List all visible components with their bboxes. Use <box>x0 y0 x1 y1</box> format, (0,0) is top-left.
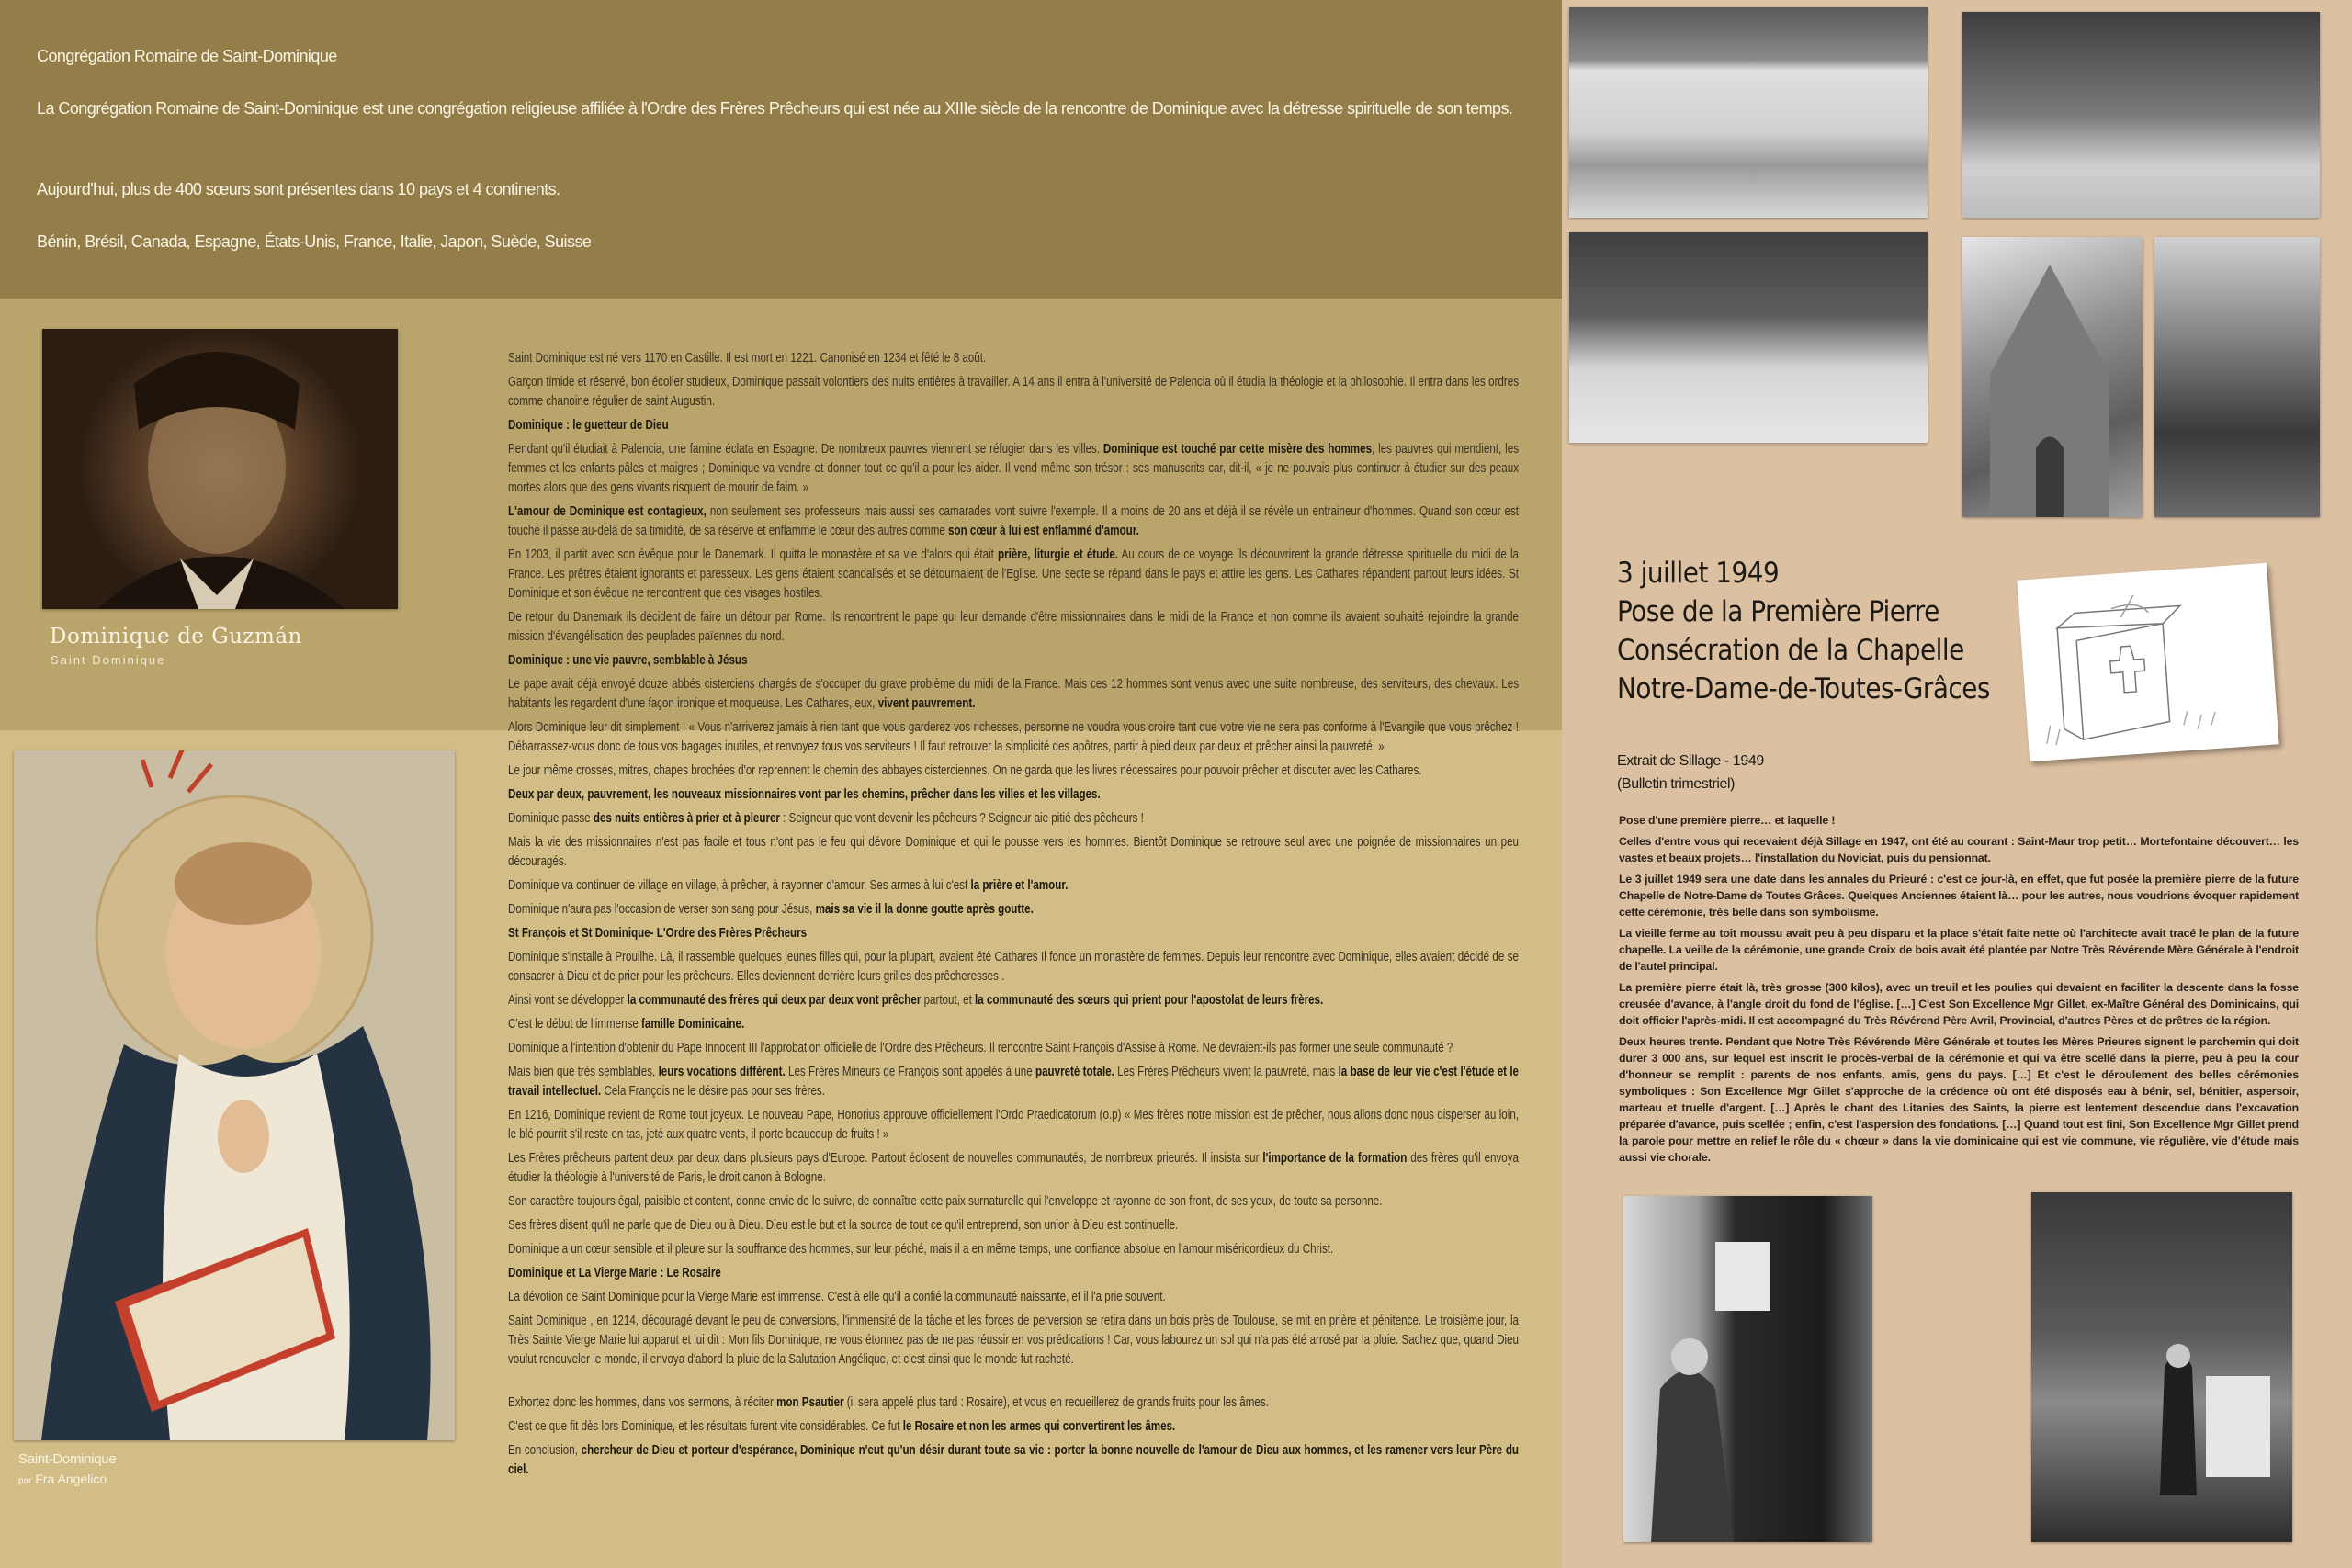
painting-artist: Fra Angelico <box>35 1472 107 1486</box>
text-segment: Dominique a un cœur sensible et il pleure sur la souffrance des hommes, sur leur péché, mais il a en même temps, une confiance absolue en l'amour miséricordieux du Christ. <box>508 1242 1334 1257</box>
text-segment: St François et St Dominique- L'Ordre des Frères Prêcheurs <box>508 926 808 941</box>
emphasis-text: la communauté des frères qui deux par deux vont prêcher <box>627 993 922 1008</box>
biography-paragraph <box>508 991 1519 1010</box>
biography-paragraph <box>508 1312 1519 1370</box>
text-segment: Garçon timide et réservé, bon écolier studieux, Dominique passait volontiers des nuits entières à travailler. A 14 ans il entra à l'université de Palencia où il étudia la théologie et la philosophie. Il entra dans les ordres comme chanoine régulier de saint Augustin. <box>508 375 1519 409</box>
text-segment: La dévotion de Saint Dominique pour la Vierge Marie est immense. C'est à elle qu'il a confié la communauté naissante, et il l'a prie souvent. <box>508 1290 1166 1304</box>
text-segment: Dominique et La Vierge Marie : Le Rosaire <box>508 1266 721 1280</box>
congregation-title: Congrégation Romaine de Saint-Dominique <box>37 47 337 65</box>
section-heading <box>508 416 1519 435</box>
text-segment: Dominique : le guetteur de Dieu <box>508 418 669 433</box>
emphasis-text: vivent pauvrement. <box>877 696 976 711</box>
congregation-intro: La Congrégation Romaine de Saint-Dominique est une congrégation religieuse affiliée à l'Ordre des Frères Prêcheurs qui est née au XIIIe siècle de la rencontre de Dominique avec la détresse spirituelle de son temps. <box>37 99 1513 118</box>
biography-paragraph <box>508 1192 1519 1212</box>
section-heading <box>508 651 1519 671</box>
emphasis-text: des nuits entières à prier et à pleurer <box>593 811 780 826</box>
event-title-line: Notre-Dame-de-Toutes-Grâces <box>1617 672 1990 705</box>
biography-paragraph <box>508 349 1519 368</box>
header-band <box>0 0 1562 299</box>
text-segment: Exhortez donc les hommes, dans vos sermons, à réciter <box>508 1395 777 1410</box>
first-stone-sketch <box>2017 563 2278 761</box>
text-segment: Ses frères disent qu'il ne parle que de Dieu ou à Dieu. Dieu est le but et la source de tout ce qu'il entreprend, son union à Dieu est continuelle. <box>508 1218 1179 1233</box>
text-segment: C'est le début de l'immense <box>508 1017 641 1032</box>
painting-attribution <box>18 1472 107 1486</box>
biography-paragraph <box>508 440 1519 498</box>
extract-paragraph: La première pierre était là, très grosse (300 kilos), avec un treuil et les poulies qui devaient en faciliter la descente dans la fosse creusée d'avance, à l'angle droit du fond de l'église. […] C'est Son Excellence Mgr Gillet, ex-Maître Général des Dominicains, qui doit officier l'après-midi. Il est accompagné du Très Révérend Père Avril, Provincial, d'autres Pères et de prêtres de la région. <box>1619 981 2299 1027</box>
text-segment: Mais bien que très semblables, <box>508 1065 659 1079</box>
text-segment: Dominique a l'intention d'obtenir du Pape Innocent III l'approbation officielle de l'Ordre des Prêcheurs. Il rencontre Saint François d'Assise à Rome. Ne devraient-ils pas former une seule communauté ? <box>508 1041 1453 1055</box>
congregation-presence: Aujourd'hui, plus de 400 sœurs sont présentes dans 10 pays et 4 continents. <box>37 180 560 198</box>
biography-paragraph <box>508 1393 1519 1413</box>
emphasis-text: la prière et l'amour. <box>970 878 1069 893</box>
text-segment: Son caractère toujours égal, paisible et content, donne envie de le suivre, de connaître cette paix surnaturelle qui l'enveloppe et rayonne de son front, de ses yeux, de toute sa personne. <box>508 1194 1383 1209</box>
event-title <box>1617 554 1990 708</box>
photo-chapel <box>1962 237 2143 517</box>
section-heading <box>508 924 1519 943</box>
biography-paragraph <box>508 1441 1519 1480</box>
text-segment: (il sera appelé plus tard : Rosaire), et vous en recueillerez de grands fruits pour les âmes. <box>843 1395 1269 1410</box>
emphasis-text: le Rosaire et non les armes qui convertirent les âmes. <box>902 1419 1176 1434</box>
biography-paragraph <box>508 718 1519 757</box>
text-segment: Alors Dominique leur dit simplement : « Vous n'arriverez jamais à rien tant que vous garderez vos richesses, personne ne voudra vous croire tant que votre vie ne sera pas conforme à l'Evangile que vous prêchez ! Débarrassez-vous donc de tous vos bagages inutiles, et renvoyez tous vos serviteurs ! Il faut retrouver la simplicité des apôtres, partir à pied deux par deux et prêcher ainsi la pauvreté. » <box>508 720 1519 754</box>
text-segment: Le pape avait déjà envoyé douze abbés cisterciens chargés de s'occuper du grave problème du midi de la France. Mais ces 12 hommes sont venus avec une suite nombreuse, des serviteurs, des chevaux. Les habitants les regardent d'une façon ironique et moqueuse. Les Cathares, eux, <box>508 677 1519 711</box>
emphasis-text: la communauté des sœurs qui prient pour l'apostolat de leurs frères. <box>975 993 1324 1008</box>
biography-paragraph <box>508 675 1519 714</box>
text-segment: partout, et <box>921 993 976 1008</box>
text-segment: Mais la vie des missionnaires n'est pas facile et tous n'ont pas le feu qui dévore Dominique et qui le pousse vers les hommes. Bientôt Dominique se retrouve seul avec une poignée de missionnaires un peu découragés. <box>508 835 1519 869</box>
text-segment: Dominique : une vie pauvre, semblable à Jésus <box>508 653 748 668</box>
emphasis-text: mais sa vie il la donne goutte après goutte. <box>815 902 1034 917</box>
text-segment: Les Frères Mineurs de François sont appelés à une <box>785 1065 1036 1079</box>
text-segment: Dominique s'installe à Prouilhe. Là, il rassemble quelques jeunes filles qui, pour la plupart, avaient été Cathares Il fonde un monastère de femmes. Depuis leur rencontre avec Dominique, elles avaient décidé de se consacrer à Dieu et de prier pour les prêcheurs. Elles deviennent derrière leurs grilles des prêcheresses . <box>508 950 1519 984</box>
text-segment: Deux par deux, pauvrement, les nouveaux missionnaires vont par les chemins, prêcher dans les villes et les villages. <box>508 787 1101 802</box>
emphasis-text: son cœur à lui est enflammé d'amour. <box>948 524 1139 538</box>
extract-paragraph: Celles d'entre vous qui recevaient déjà Sillage en 1947, ont été au courant : Saint-Maur trop petit… Mortefontaine découvert… les vastes et beaux projets… l'installation du Noviciat, puis du pensionnat. <box>1619 835 2299 864</box>
emphasis-text: chercheur de Dieu et porteur d'espérance, Dominique n'eut qu'un désir durant toute sa vie : porter la bonne nouvelle de l'amour de Dieu aux hommes, et les ramener vers leur Père du ciel. <box>508 1443 1519 1477</box>
biography-paragraph <box>508 1063 1519 1101</box>
text-segment: Cela François ne le désire pas pour ses frères. <box>601 1084 825 1099</box>
biography-paragraph <box>508 761 1519 781</box>
text-segment: En 1203, il partit avec son évêque pour le Danemark. Il quitta le monastère et sa vie d'alors qui était <box>508 547 999 562</box>
emphasis-text: leurs vocations diffèrent. <box>658 1065 786 1079</box>
source-reference <box>1617 750 1764 795</box>
biography-paragraph <box>508 1288 1519 1307</box>
text-segment: : Seigneur que vont devenir les pêcheurs ? Seigneur aie pitié des pêcheurs ! <box>779 811 1144 826</box>
photo-outdoor-ceremony <box>1569 232 1928 443</box>
biography-paragraph <box>508 833 1519 872</box>
biography-paragraph <box>508 502 1519 541</box>
text-segment: Saint Dominique , en 1214, découragé devant le peu de conversions, l'immensité de la tâche et les forces de perversion se retira dans un bois près de Toulouse, se mit en prière et pénitence. Le troisième jour, la Très Sainte Vierge Marie lui apparut et lui dit : Mon fils Dominique, ne vous étonnez pas de ne pas réussir en vos prédications ! Car, vous labourez un sol qui n'a pas été arrosé par la pluie. Sachez que, quand Dieu voulut renouveler le monde, il envoya d'abord la pluie de la Salutation Angélique, et c'est ainsi que le monde fut racheté. <box>508 1314 1519 1367</box>
text-segment: Dominique passe <box>508 811 594 826</box>
extract-paragraph: Deux heures trente. Pendant que Notre Très Révérende Mère Générale et toutes les Mères Prieures signent le parchemin qui doit durer 3 000 ans, sur lequel est inscrit le procès-verbal de la cérémonie et qui va être scellé dans la pierre, peu à peu la cour d'honneur se remplit : parents de nos enfants, amis, gens du pays. […] Et c'est le déroulement des belles cérémonies symboliques : Son Excellence Mgr Gillet s'approche de la crédence où ont été disposés eau à bénir, sel, bénitier, aspersoir, marteau et truelle d'argent. […] Après le chant des Litanies des Saints, la pierre est lentement descendue dans l'excavation préparée d'avance, puis scellée ; enfin, c'est l'aspersion des fondations. […] Quand tout est fini, Son Excellence Mgr Gillet prend la parole pour mettre en relief le rôle du « chœur » dans la vie dominicaine qui est vie commune, vie régulière, vie d'étude mais aussi vie chorale. <box>1619 1035 2299 1164</box>
biography-paragraph <box>508 1216 1519 1235</box>
biography-paragraph <box>508 1149 1519 1188</box>
text-segment: Le jour même crosses, mitres, chapes brochées d'or reprennent le chemin des abbayes cisterciennes. On ne garda que les livres nécessaires pour pouvoir prêcher et discuter avec les Cathares. <box>508 763 1422 778</box>
emphasis-text: famille Dominicaine. <box>641 1017 745 1032</box>
biography-paragraph <box>508 1039 1519 1058</box>
emphasis-text: L'amour de Dominique est contagieux, <box>508 504 707 519</box>
sillage-extract-text <box>1619 812 2299 1170</box>
emphasis-text: prière, liturgie et étude. <box>998 547 1119 562</box>
biography-paragraph <box>508 1240 1519 1259</box>
fra-angelico-painting <box>14 750 455 1440</box>
photo-altar-ceremony <box>2031 1192 2292 1542</box>
biography-paragraph <box>508 608 1519 647</box>
portrait-name: Dominique de Guzmán <box>50 625 302 649</box>
emphasis-text: la base de leur vie c'est l'étude et le travail intellectuel. <box>508 1065 1519 1099</box>
text-segment: Dominique n'aura pas l'occasion de verser son sang pour Jésus, <box>508 902 816 917</box>
text-segment: non seulement ses professeurs mais aussi ses camarades vont suivre l'exemple. Il a moins de 20 ans et déjà il se révèle un entraineur d'hommes. Quand son cœur est touché il passe au-delà de sa timidité, de sa réserve et enflamme le cœur des autres comme <box>508 504 1519 538</box>
emphasis-text: l'importance de la formation <box>1262 1151 1408 1166</box>
biography-text <box>508 349 1519 1484</box>
extract-paragraph: La vieille ferme au toit moussu avait peu à peu disparu et la place s'était faite nette où l'architecte avait tracé le plan de la future chapelle. La veille de la cérémonie, une grande Croix de bois avait été plantée par Notre Très Révérende Mère Générale à l'endroit de l'autel principal. <box>1619 927 2299 973</box>
event-title-line: Pose de la Première Pierre <box>1617 595 1939 628</box>
text-segment: En conclusion, <box>508 1443 582 1458</box>
photo-construction <box>2154 237 2320 517</box>
text-segment: , les pauvres qui mendient, les femmes et les enfants pâles et maigres ; Dominique va vendre et donner tout ce qu'il a pour les aider. Il vend même son trésor : ses manuscrits car, dit-il, « je ne pouvais plus continuer à étudier sur des peaux mortes alors que des gens vivants risquent de mourir de faim. » <box>508 442 1520 495</box>
text-segment: Pendant qu'il étudiait à Palencia, une famine éclata en Espagne. De nombreux pauvres viennent se réfugier dans les villes. <box>508 442 1103 457</box>
biography-paragraph <box>508 1015 1519 1034</box>
portrait-photo <box>42 329 398 609</box>
source-subtitle: (Bulletin trimestriel) <box>1617 776 1736 792</box>
emphasis-text: Dominique est touché par cette misère des hommes <box>1102 442 1373 457</box>
extract-paragraph: Pose d'une première pierre… et laquelle ! <box>1619 814 1836 827</box>
emphasis-text: pauvreté totale. <box>1035 1065 1114 1079</box>
photo-bishop-speaking <box>1623 1196 1872 1542</box>
source-title: Extrait de Sillage - 1949 <box>1617 753 1764 769</box>
biography-paragraph <box>508 1417 1519 1437</box>
portrait-subtitle: Saint Dominique <box>51 653 166 667</box>
country-list: Bénin, Brésil, Canada, Espagne, États-Unis, France, Italie, Japon, Suède, Suisse <box>37 232 592 251</box>
text-segment: En 1216, Dominique revient de Rome tout joyeux. Le nouveau Pape, Honorius approuve officiellement l'Ordo Praedicatorum (o.p) « Mes frères notre mission est de prêcher, nous allons donc nous disperser au loin, le blé pourrit s'il reste en tas, jeté aux quatre vents, il porte beaucoup de fruits ! » <box>508 1108 1519 1142</box>
biography-paragraph <box>508 876 1519 896</box>
biography-paragraph <box>508 948 1519 987</box>
painting-title: Saint-Dominique <box>18 1451 117 1467</box>
text-segment: De retour du Danemark ils décident de faire un détour par Rome. Ils rencontrent le pape qui leur demande d'être missionnaires dans le midi de la France et non comme ils avaient souhaité rejoindre la grande mission d'évangélisation des peuplades païennes du nord. <box>508 610 1519 644</box>
extract-paragraph: Le 3 juillet 1949 sera une date dans les annales du Prieuré : c'est ce jour-là, en effet, que fut posée la première pierre de la future Chapelle de Notre-Dame de Toutes Grâces. Quelques Anciennes étaient là… pour les autres, nous voudrions évoquer rapidement cette cérémonie, très belle dans son symbolisme. <box>1619 873 2299 919</box>
text-segment: Ainsi vont se développer <box>508 993 628 1008</box>
section-heading <box>508 785 1519 805</box>
biography-paragraph <box>508 373 1519 412</box>
biography-paragraph <box>508 809 1519 829</box>
section-heading <box>508 1264 1519 1283</box>
biography-paragraph <box>508 900 1519 919</box>
text-segment: Les Frères Prêcheurs vivent la pauvreté, mais <box>1114 1065 1339 1079</box>
biography-paragraph <box>508 1106 1519 1145</box>
biography-paragraph <box>508 546 1519 604</box>
text-segment: Au cours de ce voyage ils découvrirent la grande détresse spirituelle du midi de la France. Les prêtres étaient ignorants et paresseux. Les gens étaient scandalisés et se détournaient de l'Eglise. Une secte se répand dans le pays et attire les gens. Les Cathares répandent partout leurs idées. St Dominique et son évêque ne rencontrent que des visages hostiles. <box>508 547 1520 601</box>
text-segment: Les Frères prêcheurs partent deux par deux dans plusieurs pays d'Europe. Partout éclosent de nouvelles communautés, de nombreux prieurés. Il insista sur <box>508 1151 1263 1166</box>
emphasis-text: mon Psautier <box>776 1395 844 1410</box>
text-segment: Saint Dominique est né vers 1170 en Castille. Il est mort en 1221. Canonisé en 1234 et fêté le 8 août. <box>508 351 987 366</box>
event-date: 3 juillet 1949 <box>1617 557 1780 590</box>
text-segment: C'est ce que fit dès lors Dominique, et les résultats furent vite considérables. Ce fut <box>508 1419 903 1434</box>
text-segment: des frères qu'il envoya étudier la théologie à l'université de Paris, le droit canon à Bologne. <box>508 1151 1520 1185</box>
photo-procession-building <box>1569 7 1928 218</box>
painting-by: par <box>18 1476 32 1486</box>
text-segment: Dominique va continuer de village en village, à prêcher, à rayonner d'amour. Ses armes à lui c'est <box>508 878 971 893</box>
photo-sisters-garden <box>1962 12 2320 218</box>
event-title-line: Consécration de la Chapelle <box>1617 634 1964 667</box>
